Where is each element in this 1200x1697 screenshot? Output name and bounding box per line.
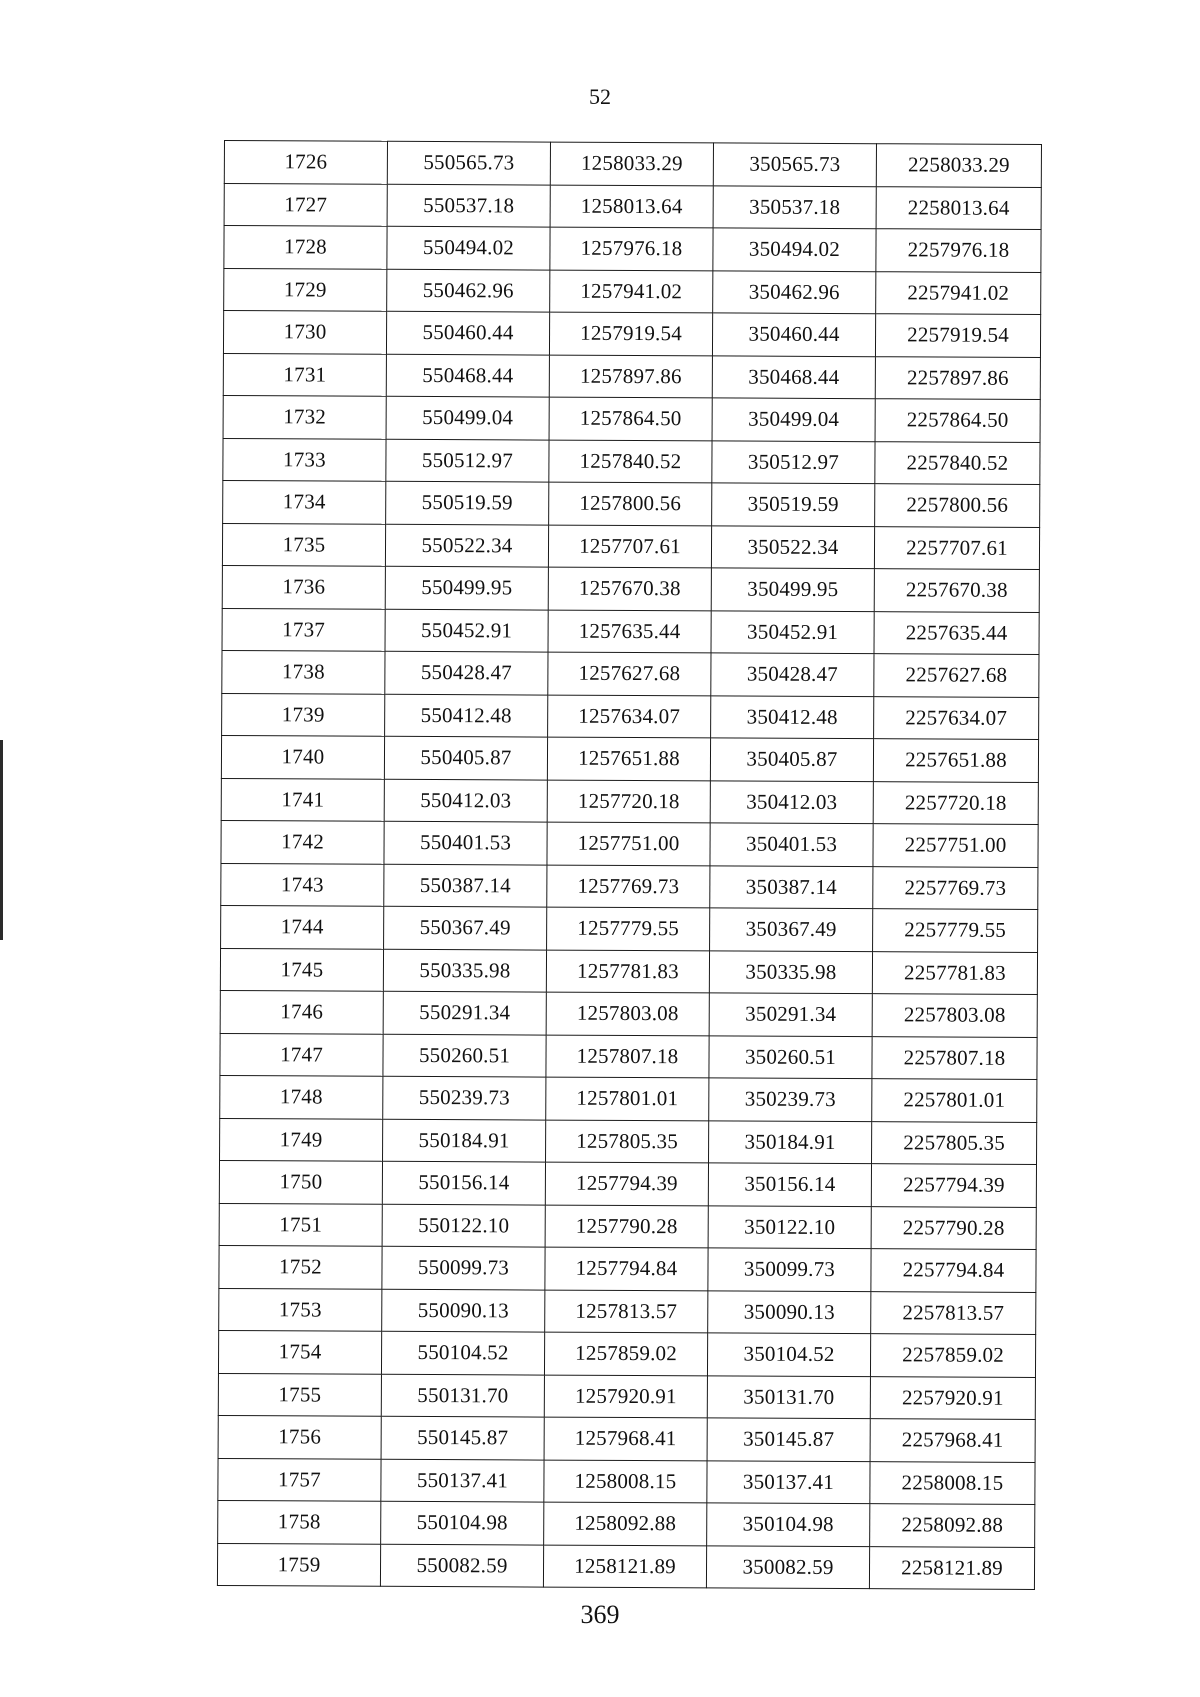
coordinate-cell: 350537.18 [713, 185, 876, 228]
coordinate-cell: 350428.47 [711, 653, 874, 696]
point-number-cell: 1747 [220, 1033, 383, 1076]
coordinate-cell: 2257800.56 [875, 484, 1040, 527]
coordinate-cell: 1257864.50 [549, 397, 712, 440]
point-number-cell: 1757 [218, 1458, 381, 1501]
point-number-cell: 1729 [224, 268, 387, 311]
coordinate-cell: 1257769.73 [547, 865, 710, 908]
coordinate-cell: 1257635.44 [548, 610, 711, 653]
coordinate-cell: 2257751.00 [873, 824, 1038, 867]
coordinate-cell: 1258121.89 [543, 1545, 706, 1588]
coordinate-cell: 550156.14 [382, 1161, 545, 1204]
coordinate-cell: 1257800.56 [549, 482, 712, 525]
table-row [224, 226, 1041, 272]
point-number-cell: 1733 [223, 438, 386, 481]
coordinate-cell: 2257813.57 [871, 1291, 1036, 1334]
coordinate-cell: 350131.70 [707, 1375, 870, 1418]
point-number-cell: 1744 [221, 905, 384, 948]
coordinate-cell: 550522.34 [385, 524, 548, 567]
coordinate-cell: 350099.73 [708, 1248, 871, 1291]
coordinate-cell: 550104.98 [381, 1501, 544, 1544]
point-number-cell: 1751 [219, 1203, 382, 1246]
coordinate-cell: 550387.14 [384, 864, 547, 907]
coordinate-cell: 550082.59 [380, 1544, 543, 1587]
point-number-cell: 1740 [221, 735, 384, 778]
table-row [217, 1543, 1034, 1589]
coordinate-cell: 550131.70 [381, 1374, 544, 1417]
coordinate-cell: 1257976.18 [550, 227, 713, 270]
table-row [219, 1203, 1036, 1249]
coordinate-cell: 550462.96 [387, 269, 550, 312]
table-row [220, 1118, 1037, 1164]
coordinate-cell: 1257751.00 [547, 822, 710, 865]
coordinate-cell: 350519.59 [712, 483, 875, 526]
coordinate-cell: 2258013.64 [876, 186, 1041, 229]
table-row [222, 693, 1039, 739]
table-row [224, 141, 1041, 187]
coordinate-cell: 2257790.28 [871, 1206, 1036, 1249]
point-number-cell: 1758 [218, 1500, 381, 1543]
point-number-cell: 1741 [221, 778, 384, 821]
coordinate-cell: 2257794.84 [871, 1249, 1036, 1292]
coordinate-cell: 350522.34 [711, 525, 874, 568]
coordinate-cell: 550412.48 [385, 694, 548, 737]
coordinate-cell: 2257919.54 [875, 314, 1040, 357]
coordinate-cell: 1257790.28 [545, 1205, 708, 1248]
coordinate-cell: 350104.98 [707, 1503, 870, 1546]
coordinate-cell: 550494.02 [387, 226, 550, 269]
coordinate-cell: 550137.41 [381, 1459, 544, 1502]
coordinate-cell: 550104.52 [381, 1331, 544, 1374]
coordinate-cell: 1257897.86 [549, 355, 712, 398]
coordinate-cell: 1258092.88 [544, 1502, 707, 1545]
coordinate-cell: 1257707.61 [548, 525, 711, 568]
table-row [223, 311, 1040, 357]
coordinate-cell: 550519.59 [386, 481, 549, 524]
coordinate-cell: 1257651.88 [547, 737, 710, 780]
point-number-cell: 1756 [218, 1415, 381, 1458]
point-number-cell: 1732 [223, 395, 386, 438]
coordinate-cell: 2257803.08 [872, 994, 1037, 1037]
coordinate-cell: 550184.91 [383, 1119, 546, 1162]
coordinate-cell: 550405.87 [384, 736, 547, 779]
table-row [221, 820, 1038, 866]
point-number-cell: 1746 [220, 990, 383, 1033]
coordinate-cell: 1257670.38 [548, 567, 711, 610]
table-row [224, 183, 1041, 229]
table-row [223, 438, 1040, 484]
coordinate-cell: 350104.52 [707, 1333, 870, 1376]
coordinate-cell: 2257801.01 [872, 1079, 1037, 1122]
scan-edge-mark [0, 740, 3, 940]
coordinate-cell: 1257919.54 [549, 312, 712, 355]
table-row [220, 990, 1037, 1036]
coordinate-cell: 350082.59 [706, 1545, 869, 1588]
table-row [218, 1415, 1035, 1461]
coordinate-cell: 350145.87 [707, 1418, 870, 1461]
coordinate-cell: 350260.51 [709, 1035, 872, 1078]
coordinate-cell: 350137.41 [707, 1460, 870, 1503]
point-number-cell: 1737 [222, 608, 385, 651]
coordinate-cell: 1257968.41 [544, 1417, 707, 1460]
coordinate-cell: 550460.44 [386, 311, 549, 354]
coordinate-cell: 350460.44 [712, 313, 875, 356]
table-row [223, 480, 1040, 526]
coordinate-cell: 550452.91 [385, 609, 548, 652]
coordinate-cell: 550090.13 [382, 1289, 545, 1332]
coordinate-cell: 2257707.61 [874, 526, 1039, 569]
table-row [220, 1075, 1037, 1121]
coordinate-cell: 2258121.89 [869, 1546, 1034, 1589]
coordinate-cell: 1257794.39 [545, 1162, 708, 1205]
coordinate-cell: 2257794.39 [871, 1164, 1036, 1207]
coordinate-cell: 2257651.88 [873, 739, 1038, 782]
point-number-cell: 1739 [222, 693, 385, 736]
table-row [222, 523, 1039, 569]
point-number-cell: 1743 [221, 863, 384, 906]
coordinate-cell: 1257813.57 [545, 1290, 708, 1333]
table-row [218, 1500, 1035, 1546]
coordinate-cell: 2257670.38 [874, 569, 1039, 612]
point-number-cell: 1736 [222, 565, 385, 608]
coordinate-cell: 350090.13 [708, 1290, 871, 1333]
coordinate-cell: 550099.73 [382, 1246, 545, 1289]
coordinate-cell: 550401.53 [384, 821, 547, 864]
point-number-cell: 1745 [220, 948, 383, 991]
table-row [219, 1245, 1036, 1291]
coordinate-cell: 2258033.29 [876, 144, 1041, 187]
coordinate-cell: 1258013.64 [550, 185, 713, 228]
page-number-top: 52 [589, 84, 611, 109]
point-number-cell: 1755 [218, 1373, 381, 1416]
coordinate-cell: 2257805.35 [872, 1121, 1037, 1164]
coordinate-cell: 1257941.02 [550, 270, 713, 313]
coordinate-cell: 1257803.08 [546, 992, 709, 1035]
coordinate-cell: 1257627.68 [548, 652, 711, 695]
table-row [218, 1373, 1035, 1419]
coordinate-cell: 550145.87 [381, 1416, 544, 1459]
coordinate-cell: 550122.10 [382, 1204, 545, 1247]
table-row [221, 863, 1038, 909]
coordinate-cell: 550499.04 [386, 396, 549, 439]
coordinate-cell: 550412.03 [384, 779, 547, 822]
coordinate-cell: 350462.96 [713, 270, 876, 313]
coordinate-cell: 1257805.35 [546, 1120, 709, 1163]
point-number-cell: 1742 [221, 820, 384, 863]
coordinate-cell: 350468.44 [712, 355, 875, 398]
table-row [221, 778, 1038, 824]
coordinate-cell: 2257968.41 [870, 1419, 1035, 1462]
coordinate-cell: 550565.73 [387, 141, 550, 184]
point-number-cell: 1750 [219, 1160, 382, 1203]
coordinate-cell: 350412.03 [710, 780, 873, 823]
table-row [218, 1458, 1035, 1504]
coordinate-cell: 2257920.91 [870, 1376, 1035, 1419]
table-row [222, 608, 1039, 654]
coordinates-table-body [217, 141, 1041, 1590]
coordinate-cell: 1257720.18 [547, 780, 710, 823]
point-number-cell: 1753 [219, 1288, 382, 1331]
point-number-cell: 1728 [224, 226, 387, 269]
coordinate-cell: 350494.02 [713, 228, 876, 271]
coordinate-cell: 1257779.55 [547, 907, 710, 950]
table-row [219, 1160, 1036, 1206]
table-row [221, 905, 1038, 951]
coordinate-cell: 2257864.50 [875, 399, 1040, 442]
coordinate-cell: 350367.49 [710, 908, 873, 951]
coordinate-cell: 550537.18 [387, 184, 550, 227]
coordinate-cell: 2257859.02 [870, 1334, 1035, 1377]
coordinate-cell: 2257840.52 [875, 441, 1040, 484]
coordinate-cell: 2257897.86 [875, 356, 1040, 399]
coordinate-cell: 1257794.84 [545, 1247, 708, 1290]
table-row [223, 353, 1040, 399]
coordinate-cell: 1257801.01 [546, 1077, 709, 1120]
coordinate-cell: 1257859.02 [544, 1332, 707, 1375]
coordinate-cell: 350335.98 [709, 950, 872, 993]
coordinate-cell: 550291.34 [383, 991, 546, 1034]
table-row [222, 565, 1039, 611]
coordinate-cell: 2257941.02 [876, 271, 1041, 314]
coordinate-cell: 2257769.73 [873, 866, 1038, 909]
coordinate-cell: 1257781.83 [546, 950, 709, 993]
coordinate-cell: 2258008.15 [870, 1461, 1035, 1504]
coordinate-cell: 2257779.55 [873, 909, 1038, 952]
coordinate-cell: 350184.91 [709, 1120, 872, 1163]
coordinate-cell: 350499.95 [711, 568, 874, 611]
coordinate-cell: 350565.73 [713, 143, 876, 186]
coordinates-table-container [224, 140, 1038, 1586]
coordinate-cell: 350452.91 [711, 610, 874, 653]
coordinate-cell: 350122.10 [708, 1205, 871, 1248]
coordinate-cell: 550367.49 [384, 906, 547, 949]
coordinate-cell: 350405.87 [710, 738, 873, 781]
coordinate-cell: 550428.47 [385, 651, 548, 694]
coordinate-cell: 1258008.15 [544, 1460, 707, 1503]
coordinate-cell: 550512.97 [386, 439, 549, 482]
point-number-cell: 1730 [223, 311, 386, 354]
coordinate-cell: 2258092.88 [870, 1504, 1035, 1547]
coordinate-cell: 2257781.83 [872, 951, 1037, 994]
coordinate-cell: 2257720.18 [873, 781, 1038, 824]
table-row [224, 268, 1041, 314]
coordinate-cell: 2257627.68 [874, 654, 1039, 697]
coordinate-cell: 550468.44 [386, 354, 549, 397]
point-number-cell: 1748 [220, 1075, 383, 1118]
coordinate-cell: 350401.53 [710, 823, 873, 866]
point-number-cell: 1749 [220, 1118, 383, 1161]
coordinate-cell: 1257634.07 [548, 695, 711, 738]
point-number-cell: 1738 [222, 650, 385, 693]
coordinates-table [217, 140, 1042, 1590]
coordinate-cell: 550239.73 [383, 1076, 546, 1119]
table-row [220, 1033, 1037, 1079]
coordinate-cell: 350156.14 [708, 1163, 871, 1206]
coordinate-cell: 550260.51 [383, 1034, 546, 1077]
table-row [220, 948, 1037, 994]
coordinate-cell: 350499.04 [712, 398, 875, 441]
point-number-cell: 1759 [217, 1543, 380, 1586]
point-number-cell: 1752 [219, 1245, 382, 1288]
point-number-cell: 1726 [224, 141, 387, 184]
coordinate-cell: 350387.14 [710, 865, 873, 908]
coordinate-cell: 1258033.29 [550, 142, 713, 185]
coordinate-cell: 1257920.91 [544, 1375, 707, 1418]
point-number-cell: 1735 [222, 523, 385, 566]
coordinate-cell: 350412.48 [711, 695, 874, 738]
coordinate-cell: 2257976.18 [876, 229, 1041, 272]
table-row [221, 735, 1038, 781]
coordinate-cell: 350291.34 [709, 993, 872, 1036]
table-row [223, 395, 1040, 441]
point-number-cell: 1754 [218, 1330, 381, 1373]
point-number-cell: 1727 [224, 183, 387, 226]
table-row [218, 1330, 1035, 1376]
table-row [219, 1288, 1036, 1334]
coordinate-cell: 350239.73 [709, 1078, 872, 1121]
table-row [222, 650, 1039, 696]
coordinate-cell: 1257840.52 [549, 440, 712, 483]
coordinate-cell: 550499.95 [385, 566, 548, 609]
coordinate-cell: 2257634.07 [874, 696, 1039, 739]
coordinate-cell: 550335.98 [383, 949, 546, 992]
coordinate-cell: 2257807.18 [872, 1036, 1037, 1079]
coordinate-cell: 2257635.44 [874, 611, 1039, 654]
point-number-cell: 1734 [223, 480, 386, 523]
coordinate-cell: 350512.97 [712, 440, 875, 483]
point-number-cell: 1731 [223, 353, 386, 396]
coordinate-cell: 1257807.18 [546, 1035, 709, 1078]
page-number-bottom: 369 [580, 1600, 620, 1629]
